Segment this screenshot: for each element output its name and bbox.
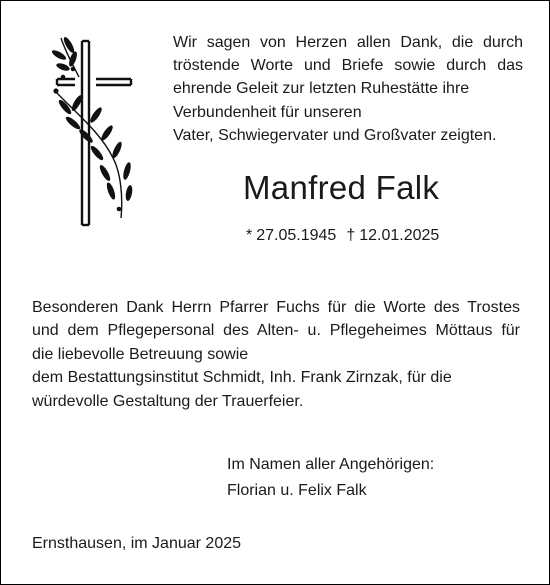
birth-date: 27.05.1945 (256, 227, 337, 244)
signature-intro: Im Namen aller Angehörigen: (227, 456, 435, 473)
thanks-line: Verbundenheit für unseren (173, 103, 362, 121)
thanks-line: tröstende Worte und Briefe sowie durch das (173, 57, 523, 75)
signature-names: Florian u. Felix Falk (227, 482, 367, 499)
death-symbol: † (346, 227, 356, 244)
life-dates (246, 227, 449, 245)
acknowledgement-line: würdevolle Gestaltung der Trauerfeier. (32, 392, 304, 410)
thanks-line: ehrende Geleit zur letzten Ruhestätte ihre (173, 80, 470, 98)
thanks-line: Wir sagen von Herzen allen Dank, die durch (173, 34, 523, 51)
place-and-date: Ernsthausen, im Januar 2025 (32, 535, 242, 552)
acknowledgement-line: dem Bestattungsinstitut Schmidt, Inh. Frank Zirnzak, für die (32, 369, 452, 387)
thanks-line: Vater, Schwiegervater und Großvater zeigten. (173, 126, 497, 144)
acknowledgement-paragraph (32, 296, 520, 413)
acknowledgement-line: Besonderen Dank Herrn Pfarrer Fuchs für die Worte des Trostes (32, 299, 520, 316)
thanks-paragraph (173, 31, 523, 147)
acknowledgement-line: die liebevolle Betreuung sowie (32, 345, 249, 363)
death-date: 12.01.2025 (359, 227, 440, 244)
acknowledgement-line: und dem Pflegepersonal des Alten- u. Pflegeheimes Möttaus für (32, 322, 520, 340)
deceased-name: Manfred Falk (243, 169, 440, 206)
birth-symbol: * (246, 227, 253, 244)
cross-with-olive-branch-icon (51, 33, 141, 228)
signature-block (227, 452, 434, 504)
